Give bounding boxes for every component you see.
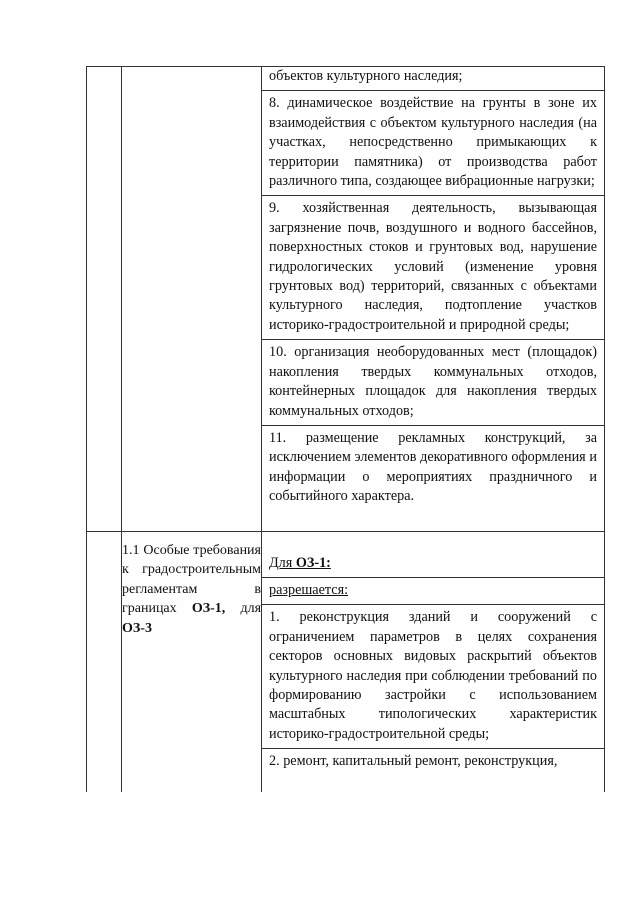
table-row xyxy=(87,531,605,792)
regulation-table xyxy=(86,66,605,792)
requirement-cell xyxy=(122,67,262,532)
number-cell xyxy=(87,67,122,532)
heading-paragraph xyxy=(262,532,604,578)
permission-paragraph-2: 2. ремонт, капитальный ремонт, реконструкция, xyxy=(269,753,558,770)
zone-oz3-label: ОЗ-3 xyxy=(122,620,152,636)
allowed-label: разрешается: xyxy=(262,578,604,605)
number-cell xyxy=(87,531,122,792)
zone-oz1-label: ОЗ-1, xyxy=(191,601,226,617)
section-title-text: 1.1 Особые требования к градостроительным регламентам в границах xyxy=(122,542,261,617)
zone-heading: Для ОЗ-1: xyxy=(269,554,331,571)
paragraph-9: 9. хозяйственная деятельность, вызывающая загрязнение почв, воздушного и водного бассейнов, поверхностных стоков и грунтовых вод, нарушение гидрологических условий (изменение уровня грунтовых вод) территорий, связанных с объектами культурного наследия, подтопление участков историко-градостроительной и природной среды; xyxy=(262,196,604,340)
section-title-cell xyxy=(122,531,262,792)
permission-paragraph-1: 1. реконструкция зданий и сооружений с ограничением параметров в целях сохранения секторов основных видовых раскрытий объектов культурного наследия при соблюдении требований по формированию застройки с использованием масштабных типологических характеристик историко-градостроительной среды; xyxy=(262,605,604,749)
paragraph-8: 8. динамическое воздействие на грунты в зоне их взаимодействия с объектом культурного наследия (на участках, непосредственно примыкающих к территории памятника) от производства работ различного типа, создающее вибрационные нагрузки; xyxy=(262,91,604,196)
paragraph-continuation: объектов культурного наследия; xyxy=(262,67,604,91)
section-title-mid: для xyxy=(240,601,262,617)
paragraph-11: 11. размещение рекламных конструкций, за исключением элементов декоративного оформления и информации о мероприятиях праздничного и событийного характера. xyxy=(269,429,597,505)
table-row xyxy=(87,67,605,532)
permissions-cell xyxy=(262,531,605,792)
paragraph-10: 10. организация необорудованных мест (площадок) накопления твердых коммунальных отходов, контейнерных площадок для накопления твердых коммунальных отходов; xyxy=(262,340,604,426)
prohibitions-cell xyxy=(262,67,605,532)
